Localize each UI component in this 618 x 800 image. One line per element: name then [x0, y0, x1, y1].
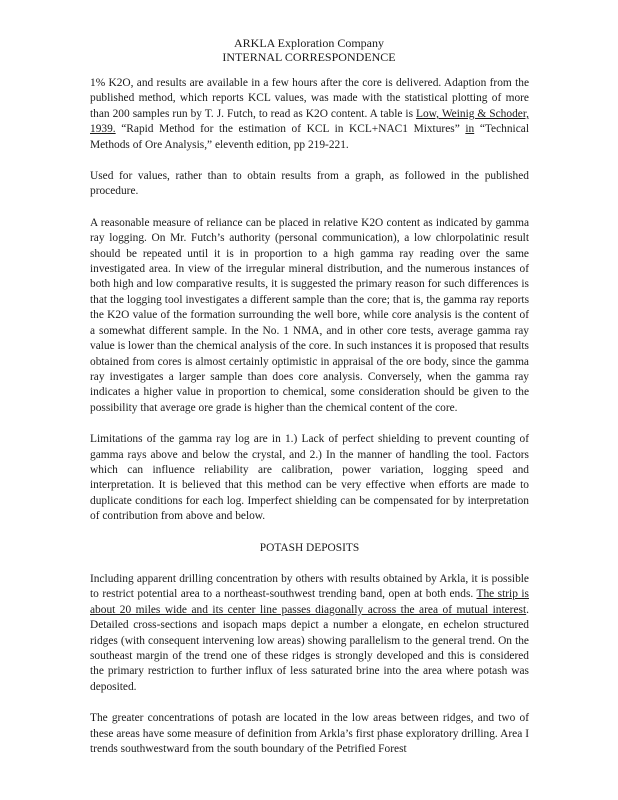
company-name: ARKLA Exploration Company: [234, 36, 384, 50]
paragraph-6: The greater concentrations of potash are located in the low areas between ridges, and two of these areas have some measure of definition from Arkla’s first phase exploratory drilling. Area I trends southwestward from the south boundary of the Petrified Forest: [90, 712, 529, 756]
underlined-in: in: [465, 123, 475, 136]
document-body: [90, 76, 529, 773]
paragraph-5-text-a: Including apparent drilling concentration by others with results obtained by Arkla, it is possible to restrict potential area to a northeast-southwest trending band, open at both ends.: [90, 572, 529, 601]
paragraph-3: A reasonable measure of reliance can be placed in relative K2O content as indicated by gamma ray logging. On Mr. Futch’s authority (personal communication), a low chlorpolatinic result should be repeated until it is in proportion to a high gamma ray reading over the same investigated area. In view of the irregular mineral distribution, and the numerous instances of both high and low comparative results, it is suggested the primary reason for such differences is that the logging tool investigates a different sample than the core; that is, the gamma ray reports the K2O value of the formation surrounding the well bore, while core analysis is the content of a somewhat different sample. In the No. 1 NMA, and in other core tests, average gamma ray value is lower than the chemical analysis of the core. In such instances it is proposed that results obtained from cores is almost certainly optimistic in appraisal of the ore body, since the gamma ray investigates a larger sample than does core analysis. Conversely, when the gamma ray indicates a higher value in proportion to chemical, some consideration should be given to the possibility that average ore grade is higher than the chemical content of the core.: [90, 216, 529, 414]
letterhead-subtitle: INTERNAL CORRESPONDENCE: [222, 50, 396, 64]
reference-citation: Low, Weinig & Schoder, 1939.: [90, 107, 530, 136]
paragraph-1: [90, 76, 529, 153]
paragraph-1-text-a: 1% K2O, and results are available in a few hours after the core is delivered. Adaption from the published method, which reports KCL values, was made with the statistical plotting of more than 200 samples run by T. J. Futch, to read as K2O content. A table is: [90, 77, 529, 120]
underlined-strip-sentence: The strip is about 20 miles wide and its center line passes diagonally across the area of mutual interest: [90, 588, 529, 616]
letterhead: [0, 36, 618, 64]
paragraph-2: Used for values, rather than to obtain results from a graph, as followed in the published procedure.: [90, 170, 529, 198]
paragraph-1-text-b: “Rapid Method for the estimation of KCL in KCL+NAC1 Mixtures”: [115, 123, 466, 136]
section-heading-potash-deposits: POTASH DEPOSITS: [259, 541, 360, 554]
paragraph-1-text-c: “Technical Methods of Ore Analysis,” eleventh edition, pp 219-221.: [90, 123, 529, 151]
paragraph-4: Limitations of the gamma ray log are in 1.) Lack of perfect shielding to prevent counting of gamma rays above and below the crystal, and 2.) In the manner of handling the tool. Factors which can influence reliability are calibration, power variation, logging speed and interpretation. It is believed that this method can be very effective when efforts are made to duplicate conditions for each log. Imperfect shielding can be compensated for by interpretation of contribution from above and below.: [90, 433, 529, 523]
paragraph-5: [90, 572, 529, 695]
paragraph-5-text-b: . Detailed cross-sections and isopach maps depict a number a elongate, en echelon structured ridges (with consequent intervening low areas) showing parallelism to the general trend. On the southeast margin of the trend one of these ridges is strongly developed and this is considered the primary restriction to further influx of less saturated brine into the area where potash was deposited.: [90, 603, 529, 693]
